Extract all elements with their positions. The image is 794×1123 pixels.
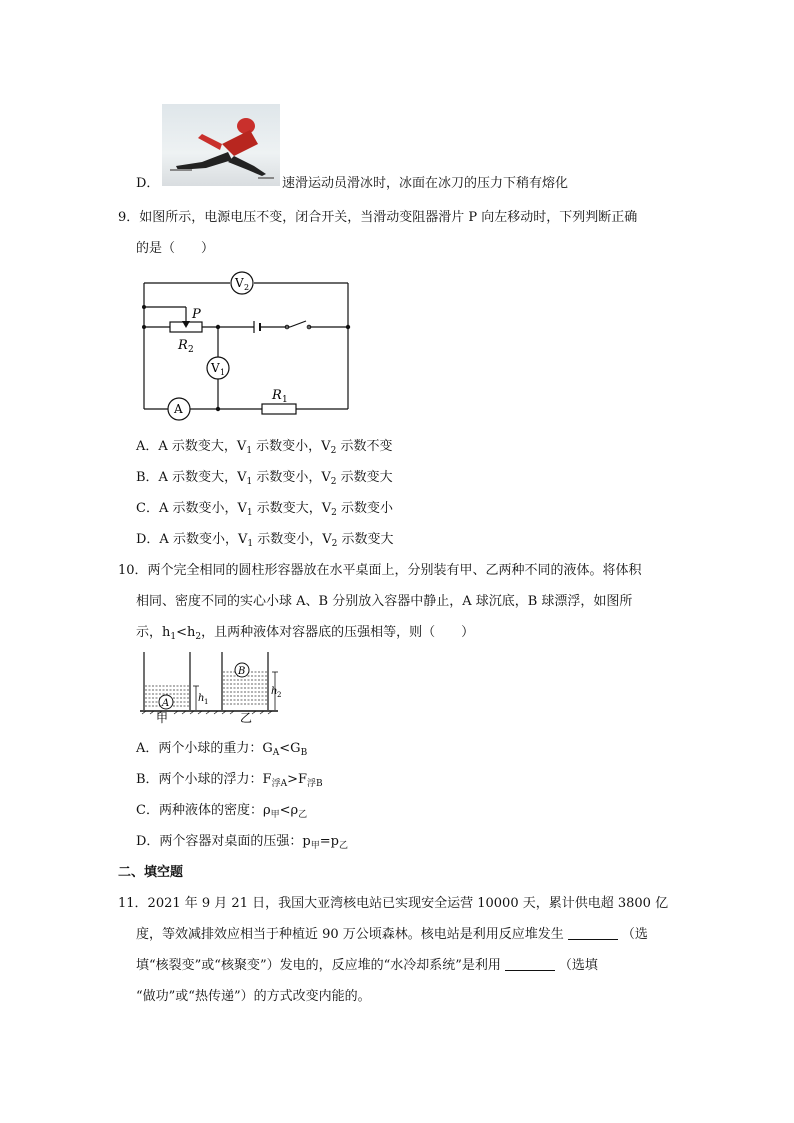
voltmeter-v2 [231, 272, 253, 294]
q11-line4: “做功”或“热传递”）的方式改变内能的。 [136, 989, 371, 1004]
voltmeter-v1 [207, 357, 229, 379]
h1-label: h [198, 693, 205, 704]
q9-circuit-diagram [130, 265, 370, 425]
q11-blank-2[interactable] [505, 958, 555, 971]
q9-stem-line1: 9．如图所示，电源电压不变，闭合开关，当滑动变阻器滑片 P 向左移动时，下列判断正确 [118, 210, 638, 225]
h2-sub: 2 [277, 691, 282, 699]
ball-b-label: B [238, 666, 246, 677]
q10-stem-line1: 10．两个完全相同的圆柱形容器放在水平桌面上，分别装有甲、乙两种不同的液体。将体积 [118, 563, 642, 578]
q10-option-c: C．两种液体的密度：$\rho_甲<\rho_乙$ [136, 803, 308, 820]
p-label: P [192, 307, 201, 322]
r1-label: R [272, 388, 282, 403]
q10-option-a: A．两个小球的重力：$G_A<G_B$ [136, 741, 308, 758]
jia-label: 甲 [156, 711, 169, 724]
q10-stem-line2: 相同、密度不同的实心小球 A、B 分别放入容器中静止，A 球沉底，B 球漂浮，如图所 [136, 594, 633, 609]
section-title-fill-in: 二、填空题 [118, 865, 184, 880]
q11-blank-1[interactable] [568, 927, 618, 940]
v1-label: V [211, 361, 220, 375]
r1-sub: 1 [282, 395, 288, 405]
q11-line1: 11．2021 年 9 月 21 日，我国大亚湾核电站已实现安全运营 10000 天，累计供电超 3800 亿 [118, 896, 669, 911]
q9-option-c: C．A 示数变小，$V_1$ 示数变大，$V_2$ 示数变小 [136, 501, 393, 518]
q8-option-d-letter: D． [136, 176, 160, 191]
q11-line3: 填“核裂变”或“核聚变”）发电的，反应堆的“水冷却系统”是利用 （选填 [136, 958, 598, 973]
q11-line2: 度，等效减排效应相当于种植近 90 万公顷森林。核电站是利用反应堆发生 （选 [136, 927, 648, 942]
ammeter-a [168, 398, 190, 420]
v1-sub: 1 [220, 368, 226, 377]
q9-stem-line2: 的是（ ） [136, 241, 215, 256]
q10-containers-figure [138, 650, 288, 724]
r2-sub: 2 [188, 345, 194, 355]
h2-label: h [271, 686, 278, 697]
skater-illustration [162, 104, 280, 186]
skater-photo [162, 104, 280, 186]
r2-label: R [178, 338, 188, 353]
q9-option-a: A．A 示数变大，$V_1$ 示数变小，$V_2$ 示数不变 [136, 439, 393, 456]
v2-sub: 2 [244, 283, 250, 292]
q9-option-d: D．A 示数变小，$V_1$ 示数变小，$V_2$ 示数变大 [136, 532, 394, 549]
h1-sub: 1 [204, 698, 209, 706]
a-label: A [174, 402, 183, 416]
q10-option-d: D．两个容器对桌面的压强：$p_甲=p_乙$ [136, 834, 348, 851]
container-jia [144, 652, 208, 710]
v2-label: V [235, 276, 244, 290]
container-yi [222, 652, 281, 710]
yi-label: 乙 [240, 711, 253, 724]
q10-option-b: B．两个小球的浮力：$F_{浮A}>F_{浮B}$ [136, 772, 323, 789]
ball-a-label: A [162, 698, 170, 709]
q9-option-b: B．A 示数变大，$V_1$ 示数变小，$V_2$ 示数变大 [136, 470, 393, 487]
q8-option-d-text: 速滑运动员滑冰时，冰面在冰刀的压力下稍有熔化 [282, 176, 569, 191]
q10-stem-line3: 示，$h_1<h_2$，且两种液体对容器底的压强相等，则（ ） [136, 625, 475, 642]
